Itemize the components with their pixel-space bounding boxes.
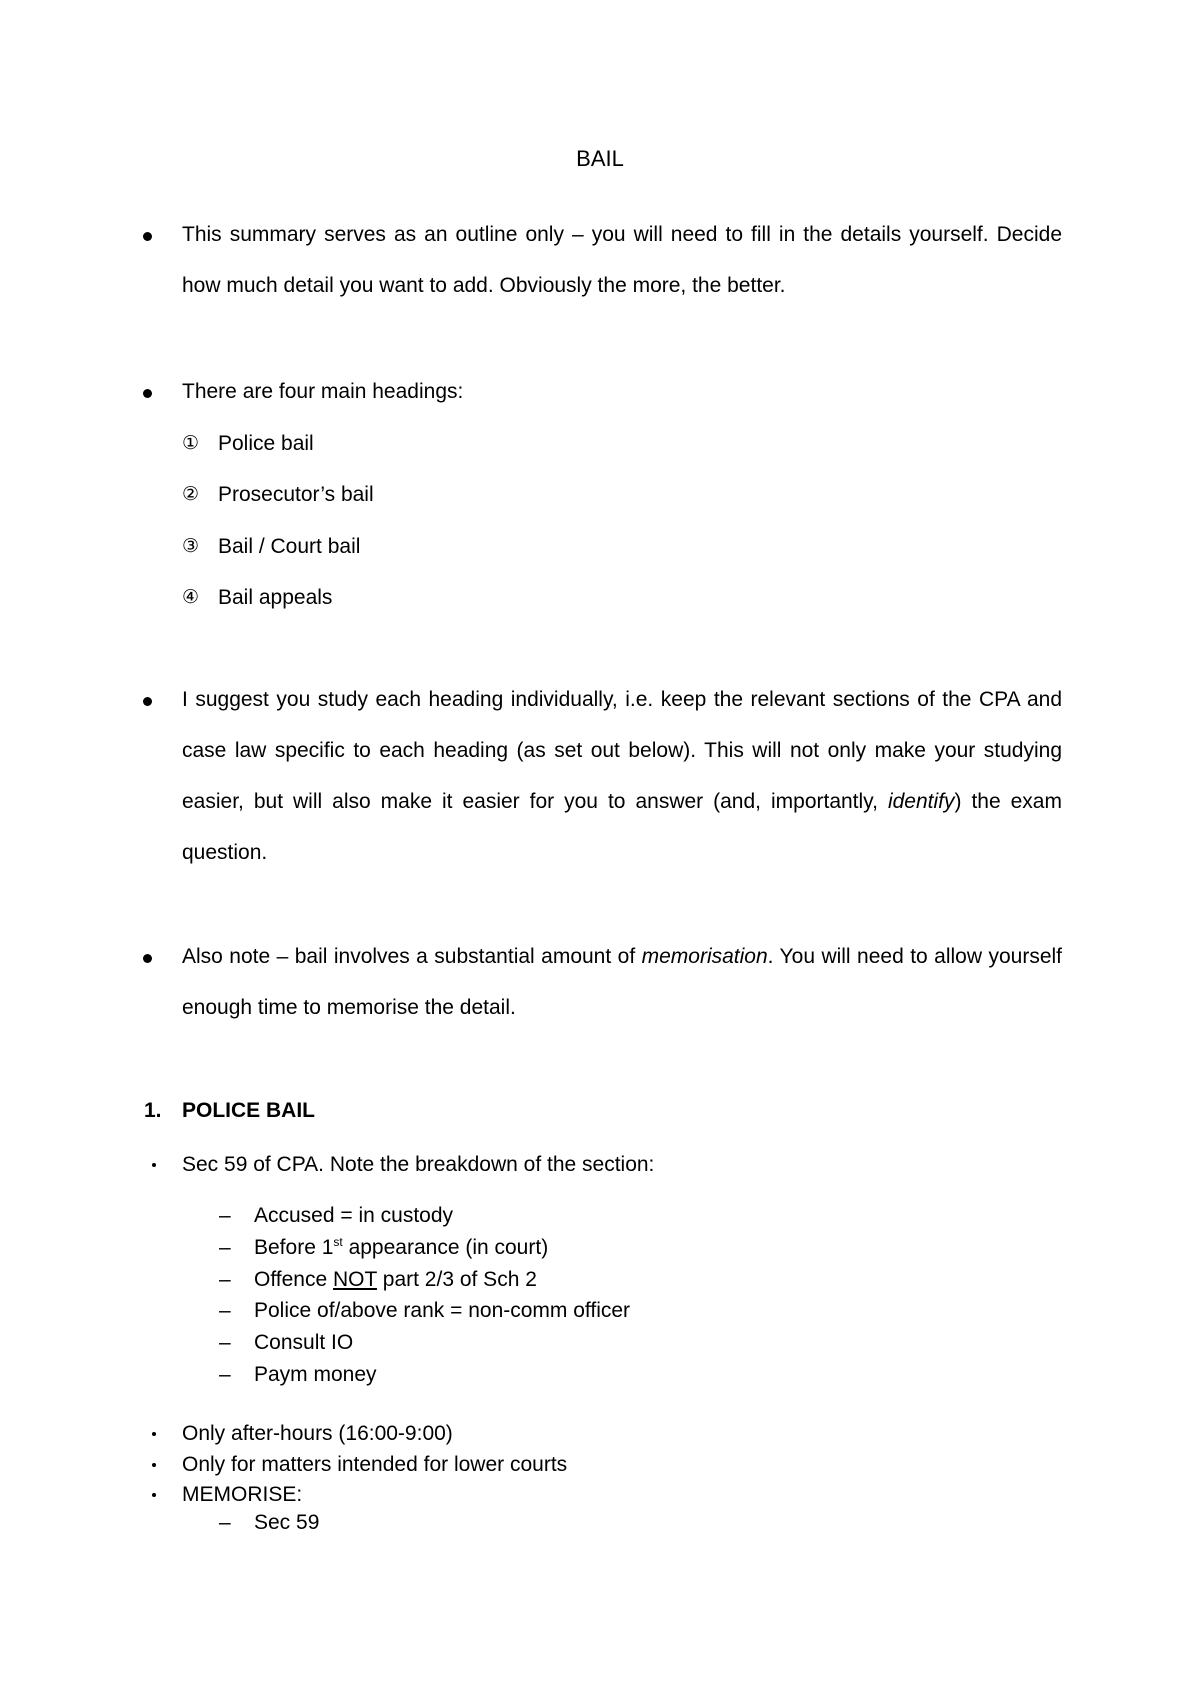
circled-number-4-icon: ④ bbox=[182, 587, 200, 608]
dash-icon: – bbox=[219, 1268, 231, 1291]
memorise-item: Sec 59 bbox=[254, 1511, 320, 1534]
bullet-icon bbox=[143, 954, 152, 963]
section-point-sec59: Sec 59 of CPA. Note the breakdown of the section: bbox=[182, 1153, 655, 1176]
breakdown-item: Before 1st appearance (in court) bbox=[254, 1235, 549, 1259]
intro-paragraph-memorisation: Also note – bail involves a substantial amount of memorisation. You will need to allow yourself enough time to memorise the detail. bbox=[182, 945, 1062, 1019]
main-heading-item: Prosecutor’s bail bbox=[218, 483, 374, 506]
section-point-lower-courts: Only for matters intended for lower courts bbox=[182, 1453, 568, 1476]
main-heading-item: Police bail bbox=[218, 432, 314, 455]
dash-icon: – bbox=[219, 1331, 231, 1354]
breakdown-item: Offence NOT part 2/3 of Sch 2 bbox=[254, 1268, 537, 1291]
emphasis-memorisation: memorisation bbox=[641, 945, 768, 968]
circled-number-2-icon: ② bbox=[182, 484, 200, 505]
breakdown-item: Consult IO bbox=[254, 1331, 354, 1354]
section-point-after-hours: Only after-hours (16:00-9:00) bbox=[182, 1422, 453, 1445]
circled-number-1-icon: ① bbox=[182, 433, 200, 454]
dash-icon: – bbox=[219, 1511, 231, 1534]
intro-paragraph-study-advice: I suggest you study each heading individually, i.e. keep the relevant sections of the CPA and case law specific to each heading (as set out below). This will not only make your studying easier, but will also make it easier for you to answer (and, importantly, identify) the exam question. bbox=[182, 688, 1062, 864]
bullet-icon bbox=[143, 232, 152, 241]
dash-icon: – bbox=[219, 1204, 231, 1227]
intro-paragraph-outline: This summary serves as an outline only – you will need to fill in the details yourself. Decide how much detail you want to add. Obviously the more, the better. bbox=[182, 223, 1062, 297]
bullet-icon bbox=[143, 389, 152, 398]
small-bullet-icon bbox=[152, 1463, 156, 1467]
main-heading-item: Bail appeals bbox=[218, 586, 333, 609]
breakdown-item: Accused = in custody bbox=[254, 1204, 454, 1227]
bullet-icon bbox=[143, 697, 152, 706]
dash-icon: – bbox=[219, 1299, 231, 1322]
small-bullet-icon bbox=[152, 1493, 156, 1497]
section-point-memorise: MEMORISE: bbox=[182, 1483, 303, 1506]
small-bullet-icon bbox=[152, 1432, 156, 1436]
dash-icon: – bbox=[219, 1363, 231, 1386]
breakdown-item: Police of/above rank = non-comm officer bbox=[254, 1299, 631, 1322]
small-bullet-icon bbox=[152, 1163, 156, 1167]
emphasis-identify: identify bbox=[887, 790, 955, 813]
main-heading-item: Bail / Court bail bbox=[218, 535, 361, 558]
document-title: BAIL bbox=[576, 146, 624, 171]
breakdown-item: Paym money bbox=[254, 1363, 377, 1386]
intro-paragraph-headings: There are four main headings: bbox=[182, 380, 464, 403]
circled-number-3-icon: ③ bbox=[182, 536, 200, 557]
dash-icon: – bbox=[219, 1236, 231, 1259]
section-heading-police-bail: 1. POLICE BAIL bbox=[144, 1099, 316, 1122]
